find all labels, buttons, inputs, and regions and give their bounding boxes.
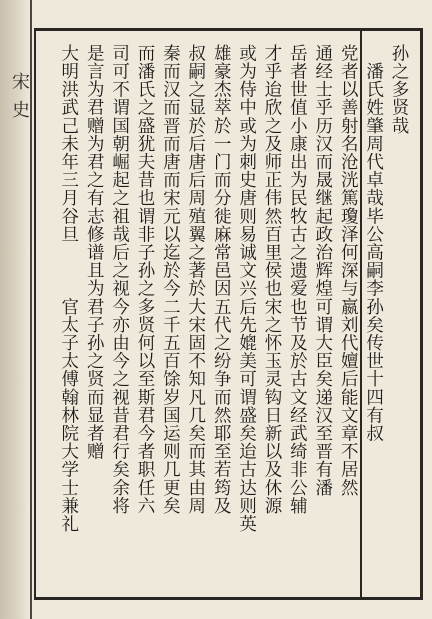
text-column: 岳者世值小康出为民牧古之遗爱也节及於古文经武绮非公辅 [287, 44, 308, 515]
text-column: 秦而汉而晋而唐而宋元以迄於今二千五百馀岁国运则几更矣 [160, 44, 181, 515]
text-column: 叔嗣之显於后唐后周殖翼之著於大宋固不知凡几矣而其由周 [185, 44, 206, 515]
text-column: 大明洪武己未年三月谷旦 官太子太傅翰林院大学士兼礼 [58, 44, 79, 533]
text-column: 通经士乎历汉而晟继起政治辉煌可谓大臣矣递汉至晋有潘 [312, 44, 333, 497]
text-column: 司可不谓国朝崛起之祖哉后之视今亦由今之视昔君行矣余将 [109, 44, 130, 515]
text-column: 才乎迨欣之及师正伟然百里侯也宋之怀玉灵钩日新以及休源 [262, 44, 282, 515]
text-column: 孙之多贤哉 [389, 44, 409, 135]
text-column: 或为侍中或为刺史唐则易诚文兴后先媲美可谓盛矣迨古达则英 [236, 44, 257, 533]
book-fold [0, 0, 32, 619]
text-column: 潘氏姓肇周代卓哉毕公高嗣李孙矣传世十四有叔 [363, 44, 384, 443]
text-column: 是言为君赠为君之有志修谱且为君子孙之贤而显者赠 [84, 44, 105, 461]
text-column: 而潘氏之盛犹夫昔也谓非子孙之多贤何以至斯君今者职任六 [135, 44, 155, 515]
text-column: 雄豪杰萃於一门而分徙麻常邑因五代之纷争而然耶至若筠及 [211, 44, 232, 515]
text-column: 党者以善射名沧洸篤瓊泽何深与嬴刘代嬗后能文章不居然 [338, 44, 359, 497]
fold-edge-text: 宋史 [9, 72, 30, 128]
